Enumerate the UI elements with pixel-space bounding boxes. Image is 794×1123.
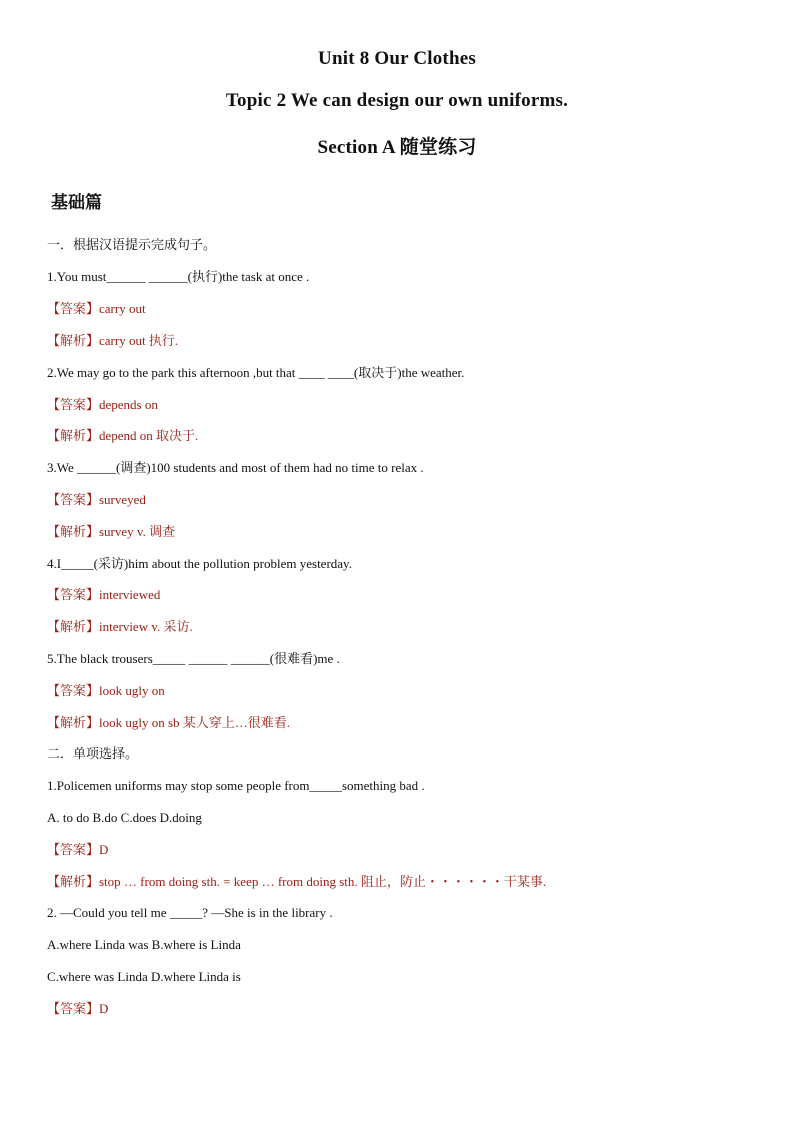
section-title: Section A 随堂练习: [317, 137, 477, 158]
part1-q5-answer: 【答案】look ugly on: [47, 683, 165, 698]
part1-q1-answer: 【答案】carry out: [47, 301, 146, 316]
part1-q2-analysis: 【解析】depend on 取决于.: [47, 428, 199, 443]
part2-q1-analysis: 【解析】stop … from doing sth. = keep … from doing sth. 阻止，防止・・・・・・干某事.: [47, 874, 547, 889]
part2-q1-answer: 【答案】D: [47, 842, 109, 857]
part1-q3-analysis: 【解析】survey v. 调查: [47, 524, 176, 539]
part2-title: 二．单项选择。: [47, 746, 139, 761]
part1-q3-answer: 【答案】surveyed: [47, 492, 146, 507]
part1-q5: 5.The black trousers_____ ______ ______(很难看)me .: [47, 651, 340, 666]
part2-q2-options-cd: C.where was Linda D.where Linda is: [47, 969, 241, 984]
part2-q2-answer: 【答案】D: [47, 1001, 109, 1016]
part2-q1-options: A. to do B.do C.does D.doing: [47, 810, 202, 825]
part2-q2: 2. —Could you tell me _____? —She is in the library .: [47, 905, 333, 920]
part1-title: 一．根据汉语提示完成句子。: [47, 237, 217, 252]
part1-q4: 4.I_____(采访)him about the pollution problem yesterday.: [47, 556, 352, 571]
part1-q1: 1.You must______ ______(执行)the task at once .: [47, 269, 310, 284]
part1-q4-analysis: 【解析】interview v. 采访.: [47, 619, 193, 634]
part2-q2-options-ab: A.where Linda was B.where is Linda: [47, 937, 241, 952]
part1-q5-analysis: 【解析】look ugly on sb 某人穿上…很难看.: [47, 715, 291, 730]
part2-q1: 1.Policemen uniforms may stop some people from_____something bad .: [47, 778, 425, 793]
part1-q4-answer: 【答案】interviewed: [47, 587, 161, 602]
topic-title: Topic 2 We can design our own uniforms.: [225, 90, 569, 111]
part1-q3: 3.We ______(调查)100 students and most of them had no time to relax .: [47, 460, 424, 475]
part1-q1-analysis: 【解析】carry out 执行.: [47, 333, 179, 348]
part1-q2: 2.We may go to the park this afternoon ,but that ____ ____(取决于)the weather.: [47, 365, 465, 380]
level-heading: 基础篇: [51, 193, 102, 212]
unit-title: Unit 8 Our Clothes: [318, 48, 476, 69]
part1-q2-answer: 【答案】depends on: [47, 397, 158, 412]
